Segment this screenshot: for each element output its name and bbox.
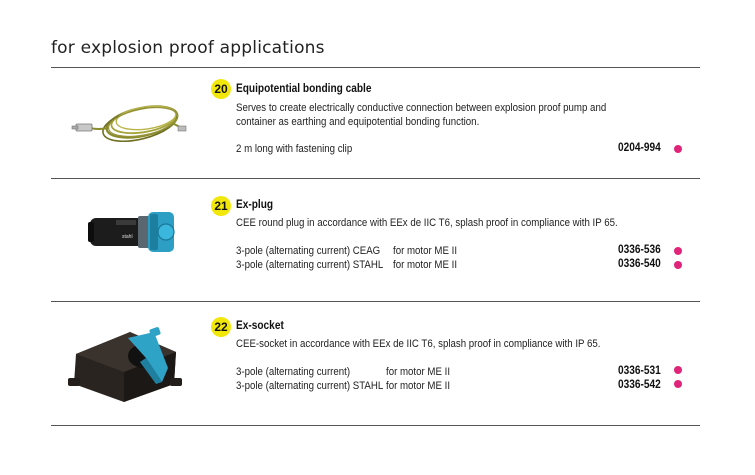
item-number-badge: 21	[211, 196, 231, 216]
item-description: container as earthing and equipotential bonding function.	[236, 116, 480, 128]
status-dot	[674, 366, 682, 374]
svg-text:stahl: stahl	[122, 234, 133, 240]
ex-plug-icon	[86, 208, 178, 258]
item-number-badge: 22	[211, 317, 231, 337]
variant-motor: for motor ME II	[393, 259, 458, 271]
divider	[51, 67, 700, 68]
item-description: Serves to create electrically conductive connection between explosion proof pump and	[236, 102, 607, 114]
variant-text: 3-pole (alternating current) STAHL	[236, 259, 384, 271]
article-code: 0336-540	[618, 258, 661, 270]
status-dot	[674, 247, 682, 255]
variant-text: 3-pole (alternating current)	[236, 366, 351, 378]
item-description: CEE-socket in accordance with EEx de IIC T6, splash proof in compliance with IP 65.	[236, 338, 601, 350]
divider	[51, 301, 700, 302]
article-code: 0336-542	[618, 379, 661, 391]
item-title: Ex-plug	[236, 199, 274, 211]
article-code: 0336-536	[618, 244, 661, 256]
status-dot	[674, 380, 682, 388]
page-title: for explosion proof applications	[51, 38, 325, 58]
divider	[51, 425, 700, 426]
status-dot	[674, 261, 682, 269]
item-description: CEE round plug in accordance with EEx de IIC T6, splash proof in compliance with IP 65.	[236, 217, 618, 229]
variant-motor: for motor ME II	[386, 366, 451, 378]
variant-text: 3-pole (alternating current) CEAG	[236, 245, 381, 257]
article-code: 0336-531	[618, 365, 661, 377]
ex-socket-icon	[66, 318, 196, 406]
variant-motor: for motor ME II	[386, 380, 451, 392]
status-dot	[674, 145, 682, 153]
item-number-badge: 20	[211, 79, 231, 99]
article-code: 0204-994	[618, 142, 661, 154]
variant-motor: for motor ME II	[393, 245, 458, 257]
variant-text: 2 m long with fastening clip	[236, 143, 353, 155]
item-title: Ex-socket	[236, 320, 284, 332]
bonding-cable-icon	[70, 84, 188, 156]
item-title: Equipotential bonding cable	[236, 83, 372, 95]
variant-text: 3-pole (alternating current) STAHL	[236, 380, 384, 392]
divider	[51, 178, 700, 179]
